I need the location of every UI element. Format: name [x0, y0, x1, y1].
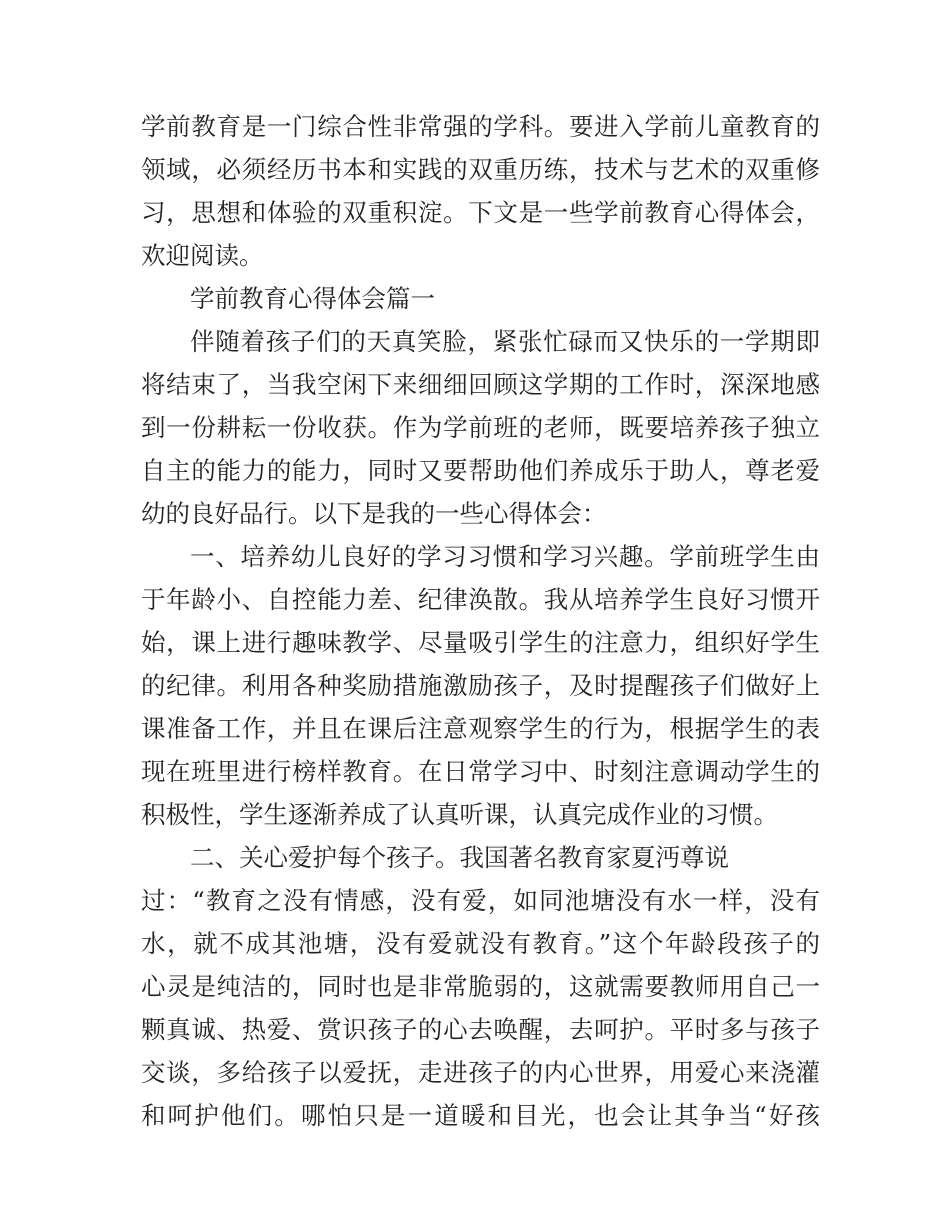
paragraph-line: 一、培养幼儿良好的学习习惯和学习兴趣。学前班学生由 [190, 542, 820, 571]
paragraph-line: 水，就不成其池塘，没有爱就没有教育。”这个年龄段孩子的 [141, 929, 820, 958]
paragraph-line: 幼的良好品行。以下是我的一些心得体会： [141, 499, 607, 528]
paragraph-line: 课准备工作，并且在课后注意观察学生的行为，根据学生的表 [141, 714, 820, 743]
paragraph-line: 领域，必须经历书本和实践的双重历练，技术与艺术的双重修 [141, 155, 820, 184]
paragraph-line: 心灵是纯洁的，同时也是非常脆弱的，这就需要教师用自己一 [141, 972, 820, 1001]
paragraph-line: 欢迎阅读。 [141, 241, 264, 270]
paragraph-line: 到一份耕耘一份收获。作为学前班的老师，既要培养孩子独立 [141, 413, 820, 442]
paragraph-line: 伴随着孩子们的天真笑脸，紧张忙碌而又快乐的一学期即 [190, 327, 820, 356]
section-heading: 学前教育心得体会篇一 [190, 284, 435, 313]
paragraph-line: 自主的能力的能力，同时又要帮助他们养成乐于助人，尊老爱 [141, 456, 820, 485]
paragraph-line: 过：“教育之没有情感，没有爱，如同池塘没有水一样，没有 [141, 886, 820, 915]
paragraph-line: 二、关心爱护每个孩子。我国著名教育家夏沔尊说 [190, 843, 729, 872]
paragraph-line: 交谈，多给孩子以爱抚，走进孩子的内心世界，用爱心来浇灌 [141, 1058, 820, 1087]
paragraph-line: 的纪律。利用各种奖励措施激励孩子，及时提醒孩子们做好上 [141, 671, 820, 700]
paragraph-line: 现在班里进行榜样教育。在日常学习中、时刻注意调动学生的 [141, 757, 820, 786]
paragraph-line: 始，课上进行趣味教学、尽量吸引学生的注意力，组织好学生 [141, 628, 820, 657]
paragraph-line: 颗真诚、热爱、赏识孩子的心去唤醒，去呵护。平时多与孩子 [141, 1015, 820, 1044]
paragraph-line: 将结束了，当我空闲下来细细回顾这学期的工作时，深深地感 [141, 370, 820, 399]
paragraph-line: 和呵护他们。哪怕只是一道暖和目光，也会让其争当“好孩 [141, 1101, 820, 1130]
paragraph-line: 学前教育是一门综合性非常强的学科。要进入学前儿童教育的 [141, 112, 820, 141]
paragraph-line: 习，思想和体验的双重积淀。下文是一些学前教育心得体会， [141, 198, 820, 227]
document-body [141, 105, 820, 1137]
paragraph-line: 积极性，学生逐渐养成了认真听课，认真完成作业的习惯。 [141, 800, 778, 829]
paragraph-line: 于年龄小、自控能力差、纪律涣散。我从培养学生良好习惯开 [141, 585, 820, 614]
